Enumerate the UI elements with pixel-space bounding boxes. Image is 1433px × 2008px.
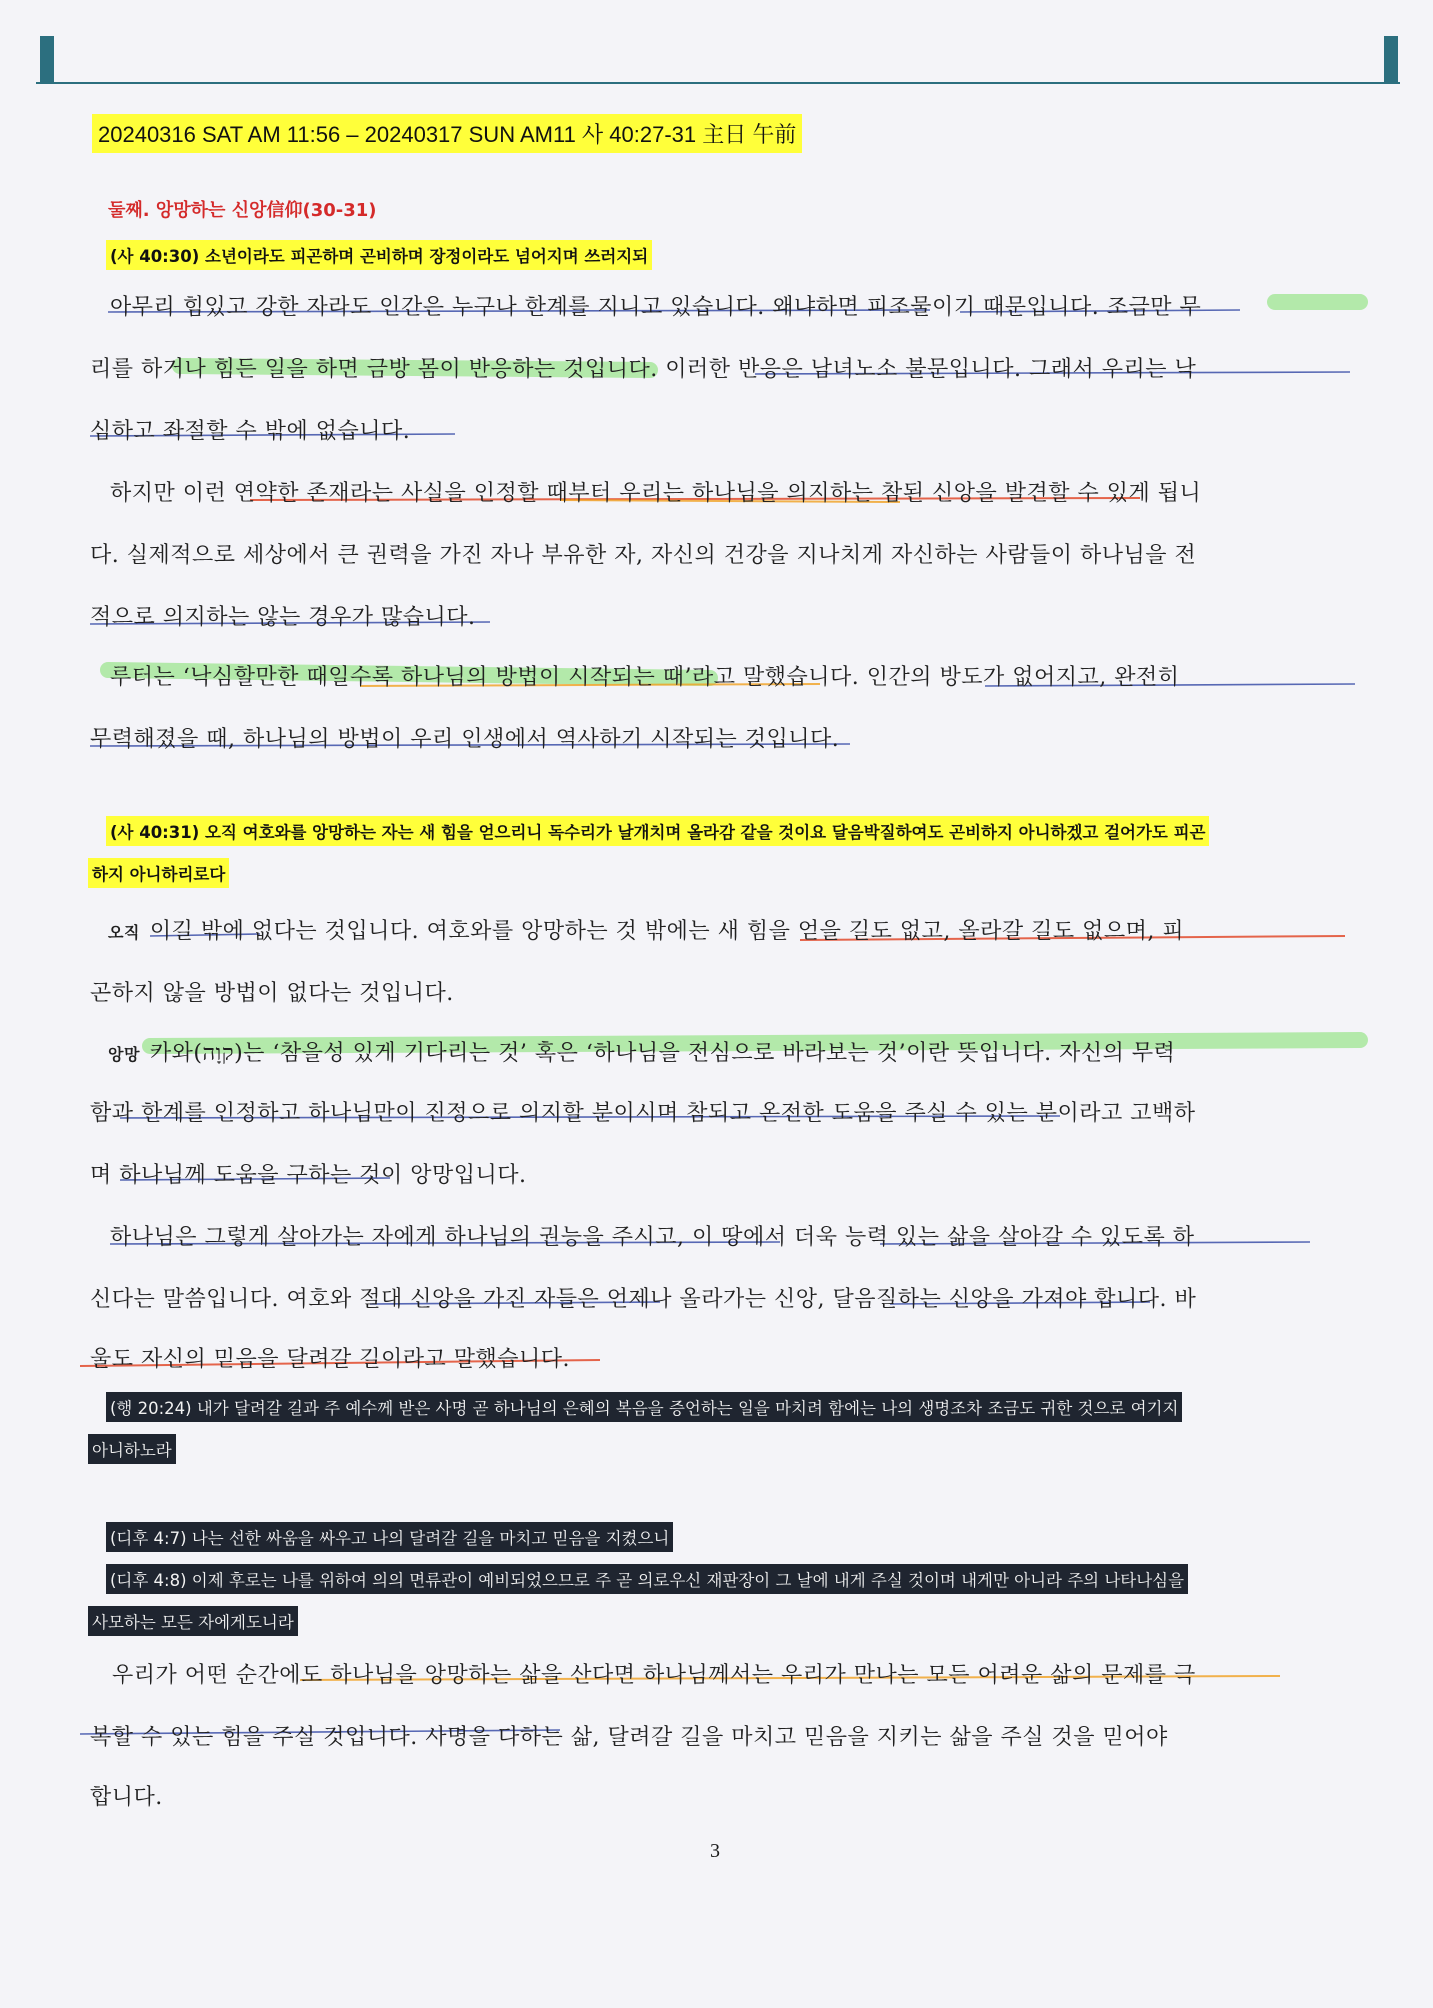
paragraph-lead-label: 앙망: [108, 1045, 140, 1064]
paragraph-line: 리를 하거나 힘든 일을 하면 금방 몸이 반응하는 것입니다. 이러한 반응은 남녀노소 불문입니다. 그래서 우리는 낙: [90, 357, 1197, 382]
section-title: 둘째. 앙망하는 신앙信仰(30-31): [108, 200, 377, 221]
paragraph-line: 무력해졌을 때, 하나님의 방법이 우리 인생에서 역사하기 시작되는 것입니다.: [90, 727, 840, 752]
verse-2tim-4-7: (디후 4:7) 나는 선한 싸움을 싸우고 나의 달려갈 길을 마치고 믿음을 지켰으니: [106, 1522, 673, 1552]
paragraph-line: 하지만 이런 연약한 존재라는 사실을 인정할 때부터 우리는 하나님을 의지하는 참된 신앙을 발견할 수 있게 됩니: [110, 481, 1202, 506]
verse-2tim-4-8: (디후 4:8) 이제 후로는 나를 위하여 의의 면류관이 예비되었으므로 주 곧 의로우신 재판장이 그 날에 내게 주실 것이며 내게만 아니라 주의 나타나심을: [106, 1564, 1188, 1594]
paragraph-text: 카와(קוָה)는 ‘참을성 있게 기다리는 것’ 혹은 ‘하나님을 전심으로 바라보는 것’이란 뜻입니다. 자신의 무력: [149, 1041, 1176, 1066]
paragraph-line: [108, 914, 1368, 945]
paragraph-text: 이길 밖에 없다는 것입니다. 여호와를 앙망하는 것 밖에는 새 힘을 얻을 길도 없고, 올라갈 길도 없으며, 피: [149, 919, 1185, 944]
paragraph-line: 루터는 ‘낙심할만한 때일수록 하나님의 방법이 시작되는 때’라고 말했습니다. 인간의 방도가 없어지고, 완전히: [110, 665, 1180, 690]
paragraph-line: 적으로 의지하는 않는 경우가 많습니다.: [90, 605, 476, 630]
verse-isaiah-40-30: (사 40:30) 소년이라도 피곤하며 곤비하며 장정이라도 넘어지며 쓰러지되: [106, 240, 652, 270]
page-number: 3: [710, 1840, 720, 1862]
paragraph-line: 신다는 말씀입니다. 여호와 절대 신앙을 가진 자들은 언제나 올라가는 신앙, 달음질하는 신앙을 가져야 합니다. 바: [90, 1287, 1197, 1312]
paragraph-line: 복할 수 있는 힘을 주실 것입니다. 사명을 다하는 삶, 달려갈 길을 마치고 믿음을 지키는 삶을 주실 것을 믿어야: [90, 1725, 1168, 1750]
paragraph-line: 합니다.: [90, 1785, 163, 1810]
paragraph-line: 울도 자신의 믿음을 달려갈 길이라고 말했습니다.: [90, 1347, 571, 1372]
paragraph-line: 심하고 좌절할 수 밖에 없습니다.: [90, 419, 411, 444]
paragraph-line: 아무리 힘있고 강한 자라도 인간은 누구나 한계를 지니고 있습니다. 왜냐하면 피조물이기 때문입니다. 조금만 무: [110, 295, 1202, 320]
verse-2tim-4-8-cont: 사모하는 모든 자에게도니라: [88, 1606, 298, 1636]
verse-acts-20-24-cont: 아니하노라: [88, 1434, 176, 1464]
paragraph-line: 며 하나님께 도움을 구하는 것이 앙망입니다.: [90, 1163, 527, 1188]
paragraph-line: [108, 1036, 1368, 1067]
paragraph-lead-label: 오직: [108, 923, 140, 942]
sermon-date-header: 20240316 SAT AM 11:56 – 20240317 SUN AM11 사 40:27-31 主日 午前: [92, 114, 802, 153]
verse-isaiah-40-31: (사 40:31) 오직 여호와를 앙망하는 자는 새 힘을 얻으리니 독수리가 날개치며 올라감 같을 것이요 달음박질하여도 곤비하지 아니하겠고 걸어가도 피곤: [106, 816, 1209, 846]
paragraph-line: 곤하지 않을 방법이 없다는 것입니다.: [90, 981, 454, 1006]
verse-isaiah-40-31-cont: 하지 아니하리로다: [88, 858, 229, 888]
paragraph-line: 함과 한계를 인정하고 하나님만이 진정으로 의지할 분이시며 참되고 온전한 도움을 주실 수 있는 분이라고 고백하: [90, 1101, 1196, 1126]
verse-acts-20-24: (행 20:24) 내가 달려갈 길과 주 예수께 받은 사명 곧 하나님의 은혜의 복음을 증언하는 일을 마치려 함에는 나의 생명조차 조금도 귀한 것으로 여기지: [106, 1392, 1182, 1422]
paragraph-line: 우리가 어떤 순간에도 하나님을 앙망하는 삶을 산다면 하나님께서는 우리가 만나는 모든 어려운 삶의 문제를 극: [112, 1663, 1196, 1688]
paragraph-line: 다. 실제적으로 세상에서 큰 권력을 가진 자나 부유한 자, 자신의 건강을 지나치게 자신하는 사람들이 하나님을 전: [90, 543, 1197, 568]
paragraph-line: 하나님은 그렇게 살아가는 자에게 하나님의 권능을 주시고, 이 땅에서 더욱 능력 있는 삶을 살아갈 수 있도록 하: [110, 1225, 1195, 1250]
